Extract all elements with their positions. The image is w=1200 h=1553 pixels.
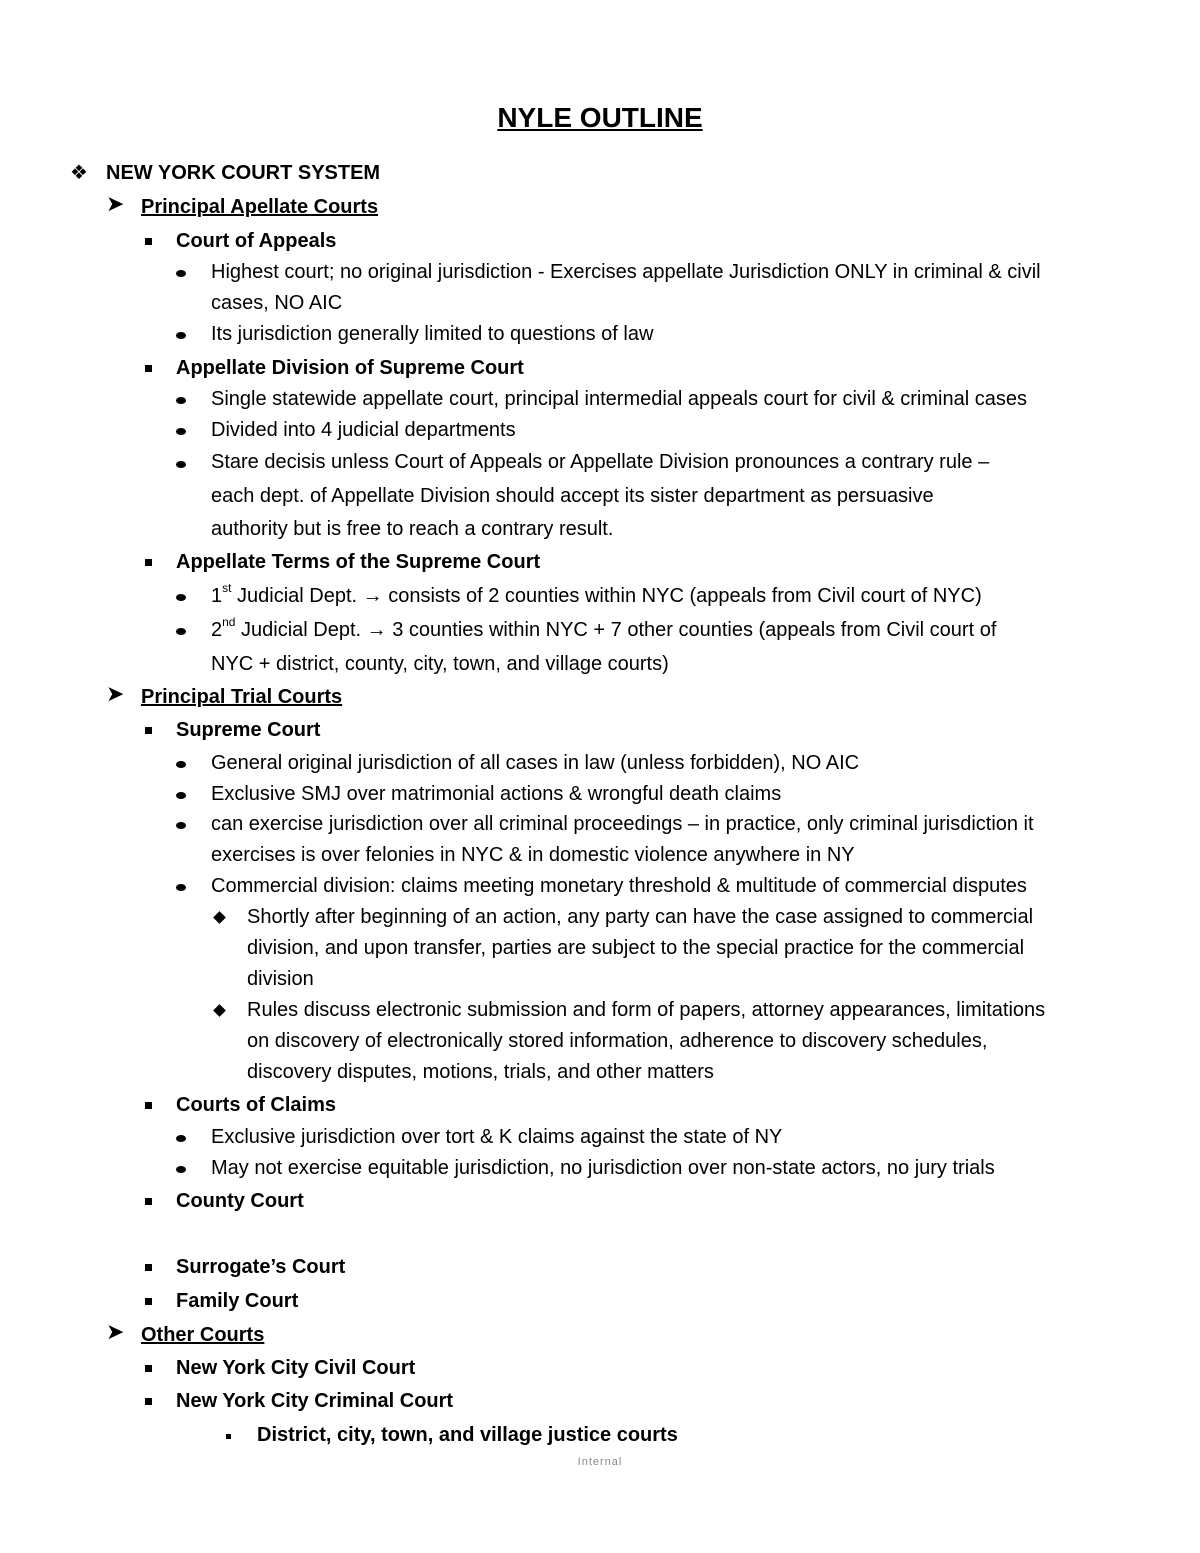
arrow-bullet-icon: ➤ bbox=[106, 1319, 125, 1344]
coa-bullet-1-cont: cases, NO AIC bbox=[211, 292, 343, 314]
cc-bullet-1: Exclusive jurisdiction over tort & K claims against the state of NY bbox=[211, 1126, 783, 1148]
round-bullet-icon bbox=[176, 822, 186, 829]
coa-bullet-1: Highest court; no original jurisdiction - Exercises appellate Jurisdiction ONLY in criminal & civil bbox=[211, 261, 1041, 283]
round-bullet-icon bbox=[176, 332, 186, 339]
arrow-bullet-icon: ➤ bbox=[106, 191, 125, 216]
round-bullet-icon bbox=[176, 1135, 186, 1142]
round-bullet-icon bbox=[176, 628, 186, 635]
round-bullet-icon bbox=[176, 884, 186, 891]
diamond-bullet-icon bbox=[213, 911, 226, 924]
sc-bullet-1: General original jurisdiction of all cases in law (unless forbidden), NO AIC bbox=[211, 752, 860, 774]
commercial-sub-1-cont2: division bbox=[247, 968, 314, 990]
round-bullet-icon bbox=[176, 761, 186, 768]
diamond-bullet-icon bbox=[213, 1004, 226, 1017]
commercial-sub-1-cont: division, and upon transfer, parties are subject to the special practice for the commercial bbox=[247, 937, 1025, 959]
page-title: NYLE OUTLINE bbox=[497, 102, 703, 133]
small-square-bullet-icon bbox=[226, 1434, 231, 1439]
square-bullet-icon bbox=[145, 727, 152, 734]
square-bullet-icon bbox=[145, 1198, 152, 1205]
square-bullet-icon bbox=[145, 1398, 152, 1405]
square-bullet-icon bbox=[145, 1298, 152, 1305]
section-heading: NEW YORK COURT SYSTEM bbox=[106, 162, 381, 184]
sc-bullet-3-cont: exercises is over felonies in NYC & in domestic violence anywhere in NY bbox=[211, 844, 855, 866]
nyc-criminal-court-label: New York City Criminal Court bbox=[176, 1390, 454, 1412]
arrow-bullet-icon: ➤ bbox=[106, 681, 125, 706]
commercial-sub-1: Shortly after beginning of an action, any party can have the case assigned to commercial bbox=[247, 906, 1034, 928]
at-bullet-1: 1st Judicial Dept. → consists of 2 counties within NYC (appeals from Civil court of NYC) bbox=[211, 581, 982, 607]
at-bullet-2-cont: NYC + district, county, city, town, and village courts) bbox=[211, 653, 669, 675]
at-bullet-2: 2nd Judicial Dept. → 3 counties within NYC + 7 other counties (appeals from Civil court of bbox=[211, 615, 997, 641]
subheading-apellate: Principal Apellate Courts bbox=[141, 196, 379, 218]
appellate-terms-label: Appellate Terms of the Supreme Court bbox=[176, 551, 541, 573]
district-courts-label: District, city, town, and village justice courts bbox=[257, 1424, 678, 1446]
ad-bullet-1: Single statewide appellate court, principal intermedial appeals court for civil & criminal cases bbox=[211, 388, 1027, 410]
cc-bullet-2: May not exercise equitable jurisdiction, no jurisdiction over non-state actors, no jury trials bbox=[211, 1157, 995, 1179]
ad-bullet-3: Stare decisis unless Court of Appeals or Appellate Division pronounces a contrary rule – bbox=[211, 451, 990, 473]
courts-of-claims-label: Courts of Claims bbox=[176, 1094, 337, 1116]
county-court-label: County Court bbox=[176, 1190, 304, 1212]
ad-bullet-3-cont2: authority but is free to reach a contrary result. bbox=[211, 518, 614, 540]
round-bullet-icon bbox=[176, 397, 186, 404]
square-bullet-icon bbox=[145, 365, 152, 372]
round-bullet-icon bbox=[176, 461, 186, 468]
supreme-court-label: Supreme Court bbox=[176, 719, 321, 741]
commercial-sub-2-cont2: discovery disputes, motions, trials, and other matters bbox=[247, 1061, 714, 1083]
sc-bullet-4: Commercial division: claims meeting monetary threshold & multitude of commercial disputes bbox=[211, 875, 1027, 897]
family-court-label: Family Court bbox=[176, 1290, 299, 1312]
subheading-trial: Principal Trial Courts bbox=[141, 686, 343, 708]
commercial-sub-2-cont: on discovery of electronically stored information, adherence to discovery schedules, bbox=[247, 1030, 988, 1052]
square-bullet-icon bbox=[145, 238, 152, 245]
subheading-other: Other Courts bbox=[141, 1324, 265, 1346]
court-of-appeals-label: Court of Appeals bbox=[176, 230, 337, 252]
surrogate-court-label: Surrogate’s Court bbox=[176, 1256, 346, 1278]
square-bullet-icon bbox=[145, 1102, 152, 1109]
appellate-division-label: Appellate Division of Supreme Court bbox=[176, 357, 524, 379]
square-bullet-icon bbox=[145, 559, 152, 566]
ad-bullet-2: Divided into 4 judicial departments bbox=[211, 419, 516, 441]
commercial-sub-2: Rules discuss electronic submission and form of papers, attorney appearances, limitations bbox=[247, 999, 1046, 1021]
footer-classification: Internal bbox=[577, 1456, 623, 1468]
coa-bullet-2: Its jurisdiction generally limited to questions of law bbox=[211, 323, 654, 345]
sc-bullet-3: can exercise jurisdiction over all criminal proceedings – in practice, only criminal jurisdiction it bbox=[211, 813, 1034, 835]
round-bullet-icon bbox=[176, 792, 186, 799]
square-bullet-icon bbox=[145, 1365, 152, 1372]
ad-bullet-3-cont: each dept. of Appellate Division should accept its sister department as persuasive bbox=[211, 485, 934, 507]
round-bullet-icon bbox=[176, 270, 186, 277]
sc-bullet-2: Exclusive SMJ over matrimonial actions & wrongful death claims bbox=[211, 783, 782, 805]
round-bullet-icon bbox=[176, 428, 186, 435]
square-bullet-icon bbox=[145, 1264, 152, 1271]
round-bullet-icon bbox=[176, 594, 186, 601]
nyc-civil-court-label: New York City Civil Court bbox=[176, 1357, 416, 1379]
four-diamond-bullet-icon: ❖ bbox=[70, 162, 88, 184]
round-bullet-icon bbox=[176, 1166, 186, 1173]
